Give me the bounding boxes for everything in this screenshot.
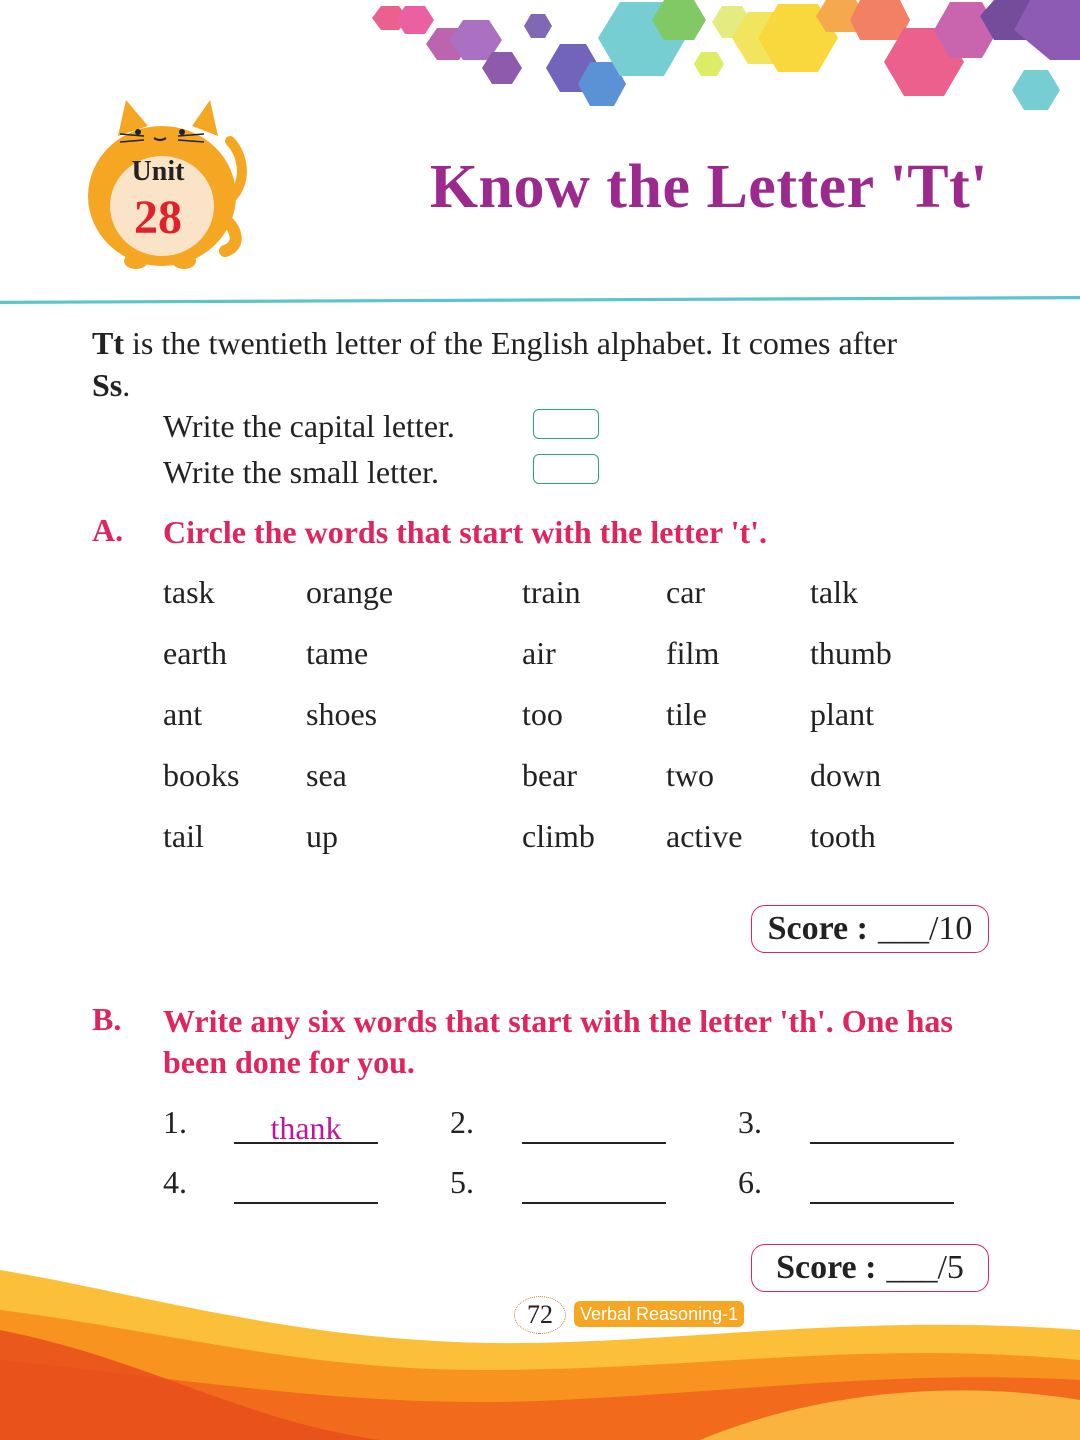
word-option[interactable]: train [522, 574, 581, 610]
word-option[interactable]: ant [163, 696, 203, 732]
word-option[interactable]: shoes [306, 696, 378, 732]
capital-letter-box[interactable] [533, 409, 599, 439]
word-option[interactable]: tail [163, 818, 204, 854]
answer-number: 1. [163, 1104, 187, 1140]
score-label: Score : [767, 910, 868, 947]
word-option[interactable]: books [163, 757, 240, 793]
word-option[interactable]: car [666, 574, 706, 610]
answer-number: 5. [450, 1164, 474, 1200]
word-option[interactable]: climb [522, 818, 595, 854]
answer-blank[interactable] [522, 1142, 666, 1144]
score-value: ___/5 [886, 1249, 964, 1286]
word-option[interactable]: orange [306, 574, 394, 610]
answer-number: 2. [450, 1104, 474, 1140]
word-option[interactable]: earth [163, 635, 227, 671]
capital-prompt: Write the capital letter. [163, 408, 455, 444]
word-option[interactable]: bear [522, 757, 578, 793]
intro-text: is the twentieth letter of the English alphabet. It comes after [124, 325, 898, 361]
answer-number: 3. [738, 1104, 762, 1140]
word-option[interactable]: plant [810, 696, 874, 732]
answer-number: 4. [163, 1164, 187, 1200]
answer-blank[interactable] [810, 1142, 954, 1144]
score-label: Score : [776, 1249, 877, 1286]
answer-number: 6. [738, 1164, 762, 1200]
word-option[interactable]: task [163, 574, 215, 610]
page-number: 72 [514, 1296, 566, 1334]
word-option[interactable]: sea [306, 757, 347, 793]
word-option[interactable]: tame [306, 635, 369, 671]
word-option[interactable]: air [522, 635, 556, 671]
score-value: ___/10 [877, 910, 973, 947]
word-option[interactable]: two [666, 757, 714, 793]
answer-blank[interactable] [234, 1202, 378, 1204]
section-a-letter: A. [92, 512, 124, 548]
intro-prev-letter: Ss [92, 367, 123, 403]
word-option[interactable]: active [666, 818, 743, 854]
small-prompt: Write the small letter. [163, 454, 439, 490]
section-b-letter: B. [92, 1001, 122, 1037]
unit-label: Unit [131, 156, 185, 187]
word-option[interactable]: talk [810, 574, 858, 610]
section-a-instruction: Circle the words that start with the letter 't'. [163, 514, 767, 550]
section-b-instruction: Write any six words that start with the letter 'th'. One has been done for you. [163, 1003, 953, 1080]
intro-end: . [122, 367, 131, 403]
answer-text: thank [270, 1110, 342, 1146]
score-box-a [751, 905, 989, 953]
answer-blank[interactable] [810, 1202, 954, 1204]
intro-paragraph [92, 322, 1002, 406]
word-option[interactable]: tile [666, 696, 707, 732]
word-option[interactable]: thumb [810, 635, 892, 671]
word-option[interactable]: too [522, 696, 563, 732]
word-option[interactable]: down [810, 757, 882, 793]
unit-number: 28 [134, 191, 182, 244]
word-option[interactable]: film [666, 635, 720, 671]
page-title: Know the Letter 'Tt' [429, 153, 988, 221]
word-option[interactable]: tooth [810, 818, 876, 854]
intro-letter: Tt [92, 325, 124, 361]
book-title-tag: Verbal Reasoning-1 [574, 1301, 744, 1327]
title-divider [0, 296, 1080, 304]
word-option[interactable]: up [306, 818, 338, 854]
answer-blank[interactable] [522, 1202, 666, 1204]
small-letter-box[interactable] [533, 454, 599, 484]
